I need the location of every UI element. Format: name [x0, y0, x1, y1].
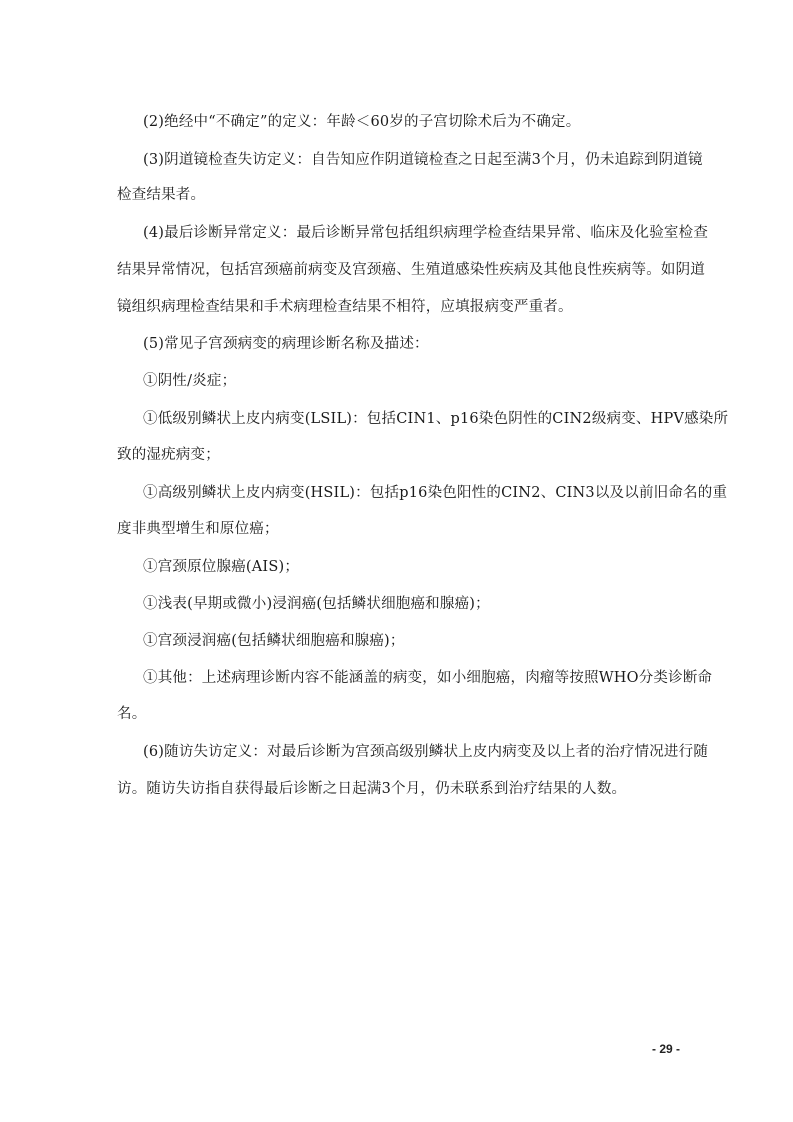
page-number: - 29 -	[652, 1042, 681, 1056]
list-item-lsil-line-2: 致的湿疣病变；	[117, 447, 220, 463]
list-item-ais: ①宫颈原位腺癌(AIS)；	[143, 559, 300, 575]
list-item-hsil-line-2: 度非典型增生和原位癌；	[117, 521, 279, 537]
paragraph-6-line-2: 访。随访失访指自获得最后诊断之日起满3个月，仍未联系到治疗结果的人数。	[117, 781, 627, 797]
paragraph-4-line-1: (4)最后诊断异常定义：最后诊断异常包括组织病理学检查结果异常、临床及化验室检查	[143, 225, 709, 241]
paragraph-6-line-1: (6)随访失访定义：对最后诊断为宫颈高级别鳞状上皮内病变及以上者的治疗情况进行随	[143, 744, 709, 760]
list-item-invasive: ①宫颈浸润癌(包括鳞状细胞癌和腺癌)；	[143, 633, 405, 649]
paragraph-4-line-2: 结果异常情况，包括宫颈癌前病变及宫颈癌、生殖道感染性疾病及其他良性疾病等。如阴道	[117, 262, 705, 278]
list-item-other-line-2: 名。	[117, 706, 147, 722]
paragraph-3-line-1: (3)阴道镜检查失访定义：自告知应作阴道镜检查之日起至满3个月，仍未追踪到阴道镜	[143, 152, 703, 168]
list-item-negative: ①阴性/炎症；	[143, 373, 237, 389]
paragraph-4-line-3: 镜组织病理检查结果和手术病理检查结果不相符，应填报病变严重者。	[117, 299, 573, 315]
paragraph-3-line-2: 检查结果者。	[117, 187, 206, 203]
list-item-hsil-line-1: ①高级别鳞状上皮内病变(HSIL)：包括p16染色阳性的CIN2、CIN3以及以前旧命名的重	[143, 485, 728, 501]
paragraph-2-line-1: (2)绝经中“不确定”的定义：年龄＜60岁的子宫切除术后为不确定。	[143, 114, 581, 130]
list-item-other-line-1: ①其他：上述病理诊断内容不能涵盖的病变，如小细胞癌，肉瘤等按照WHO分类诊断命	[143, 670, 713, 686]
paragraph-5-line-1: (5)常见子宫颈病变的病理诊断名称及描述：	[143, 336, 429, 352]
list-item-microinvasive: ①浅表(早期或微小)浸润癌(包括鳞状细胞癌和腺癌)；	[143, 596, 490, 612]
list-item-lsil-line-1: ①低级别鳞状上皮内病变(LSIL)：包括CIN1、p16染色阴性的CIN2级病变、HPV感染所	[143, 411, 729, 427]
